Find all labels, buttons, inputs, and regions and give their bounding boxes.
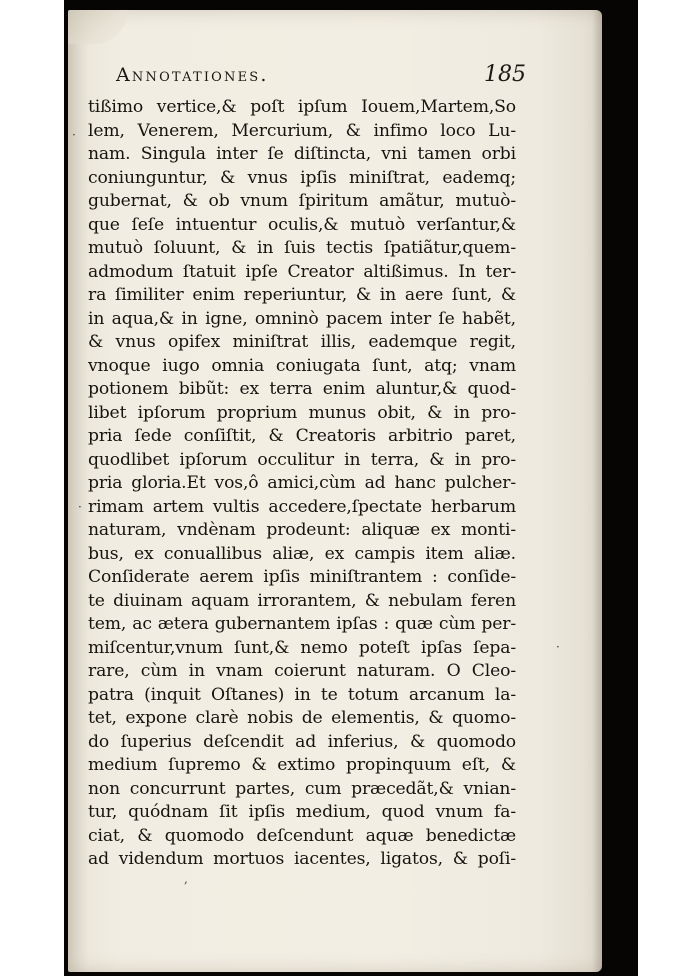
margin-dot: · [78,500,82,514]
text-line: te diuinam aquam irrorantem, & nebulam feren [88,590,516,611]
text-line: mutuò ſoluunt, & in ſuis tectis ſpatiãtur,quem- [88,238,516,258]
running-title: Annotationes. [116,64,269,86]
text-line: que ſeſe intuentur oculis,& mutuò verſantur,& [88,214,516,235]
text-line: quodlibet ipſorum occulitur in terra, & in pro- [88,449,516,470]
text-line: coniunguntur, & vnus ipſis miniſtrat, eademq; [88,167,516,188]
text-line: potionem bibũt: ex terra enim aluntur,& quod- [88,379,516,399]
text-line: in aqua,& in igne, omninò pacem inter ſe habẽt, [88,308,516,329]
text-line: ad videndum mortuos iacentes, ligatos, & poſi- [88,849,516,869]
text-line: libet ipſorum proprium munus obit, & in pro- [88,402,516,423]
text-line: tem, ac ætera gubernantem ipſas : quæ cùm per- [88,614,516,634]
text-line: naturam, vndènam prodeunt: aliquæ ex monti- [88,520,516,540]
text-line: bus, ex conuallibus aliæ, ex campis item aliæ. [88,543,516,564]
text-line: ciat, & quomodo deſcendunt aquæ benedictæ [88,825,516,846]
margin-tick: , [184,872,188,886]
text-line: & vnus opifex miniſtrat illis, eademque regit, [88,332,516,352]
page-edge-shadow [592,10,602,972]
text-line: pria ſede conſiſtit, & Creatoris arbitrio paret, [88,426,516,446]
text-line: tißimo vertice,& poſt ipſum Iouem,Martem,So [88,97,516,117]
text-line: tur, quódnam ſit ipſis medium, quod vnum fa- [88,802,516,822]
text-line: tet, expone clarè nobis de elementis, & quomo- [88,708,516,728]
page-number: 185 [484,62,526,87]
text-line: lem, Venerem, Mercurium, & infimo loco Lu- [88,120,516,141]
text-line: miſcentur,vnum ſunt,& nemo poteſt ipſas ſepa- [88,637,516,658]
text-line: admodum ſtatuit ipſe Creator altißimus. In ter- [88,261,516,282]
text-line: rare, cùm in vnam coierunt naturam. O Cleo- [88,661,516,681]
text-line: pria gloria.Et vos,ô amici,cùm ad hanc pulcher- [88,473,516,493]
text-line: rimam artem vultis accedere,ſpectate herbarum [88,496,516,517]
body-text [88,96,516,872]
page-fold-corner [68,10,128,44]
text-line: gubernat, & ob vnum ſpiritum amãtur, mutuò- [88,191,516,211]
text-line: medium ſupremo & extimo propinquum eſt, & [88,755,516,775]
text-line: vnoque iugo omnia coniugata ſunt, atq; vnam [88,355,516,376]
page-header [116,64,526,90]
text-line: non concurrunt partes, cum præcedãt,& vnian- [88,778,516,799]
margin-dot: · [72,128,76,142]
margin-dot: · [556,640,560,654]
text-line: Conſiderate aerem ipſis miniſtrantem : conſide- [88,567,516,587]
text-line: nam. Singula inter ſe diſtincta, vni tamen orbi [88,144,516,164]
text-line: do ſuperius deſcendit ad inferius, & quomodo [88,731,516,752]
text-line: ra ſimiliter enim reperiuntur, & in aere ſunt, & [88,285,516,305]
text-line: patra (inquit Oſtanes) in te totum arcanum la- [88,684,516,705]
